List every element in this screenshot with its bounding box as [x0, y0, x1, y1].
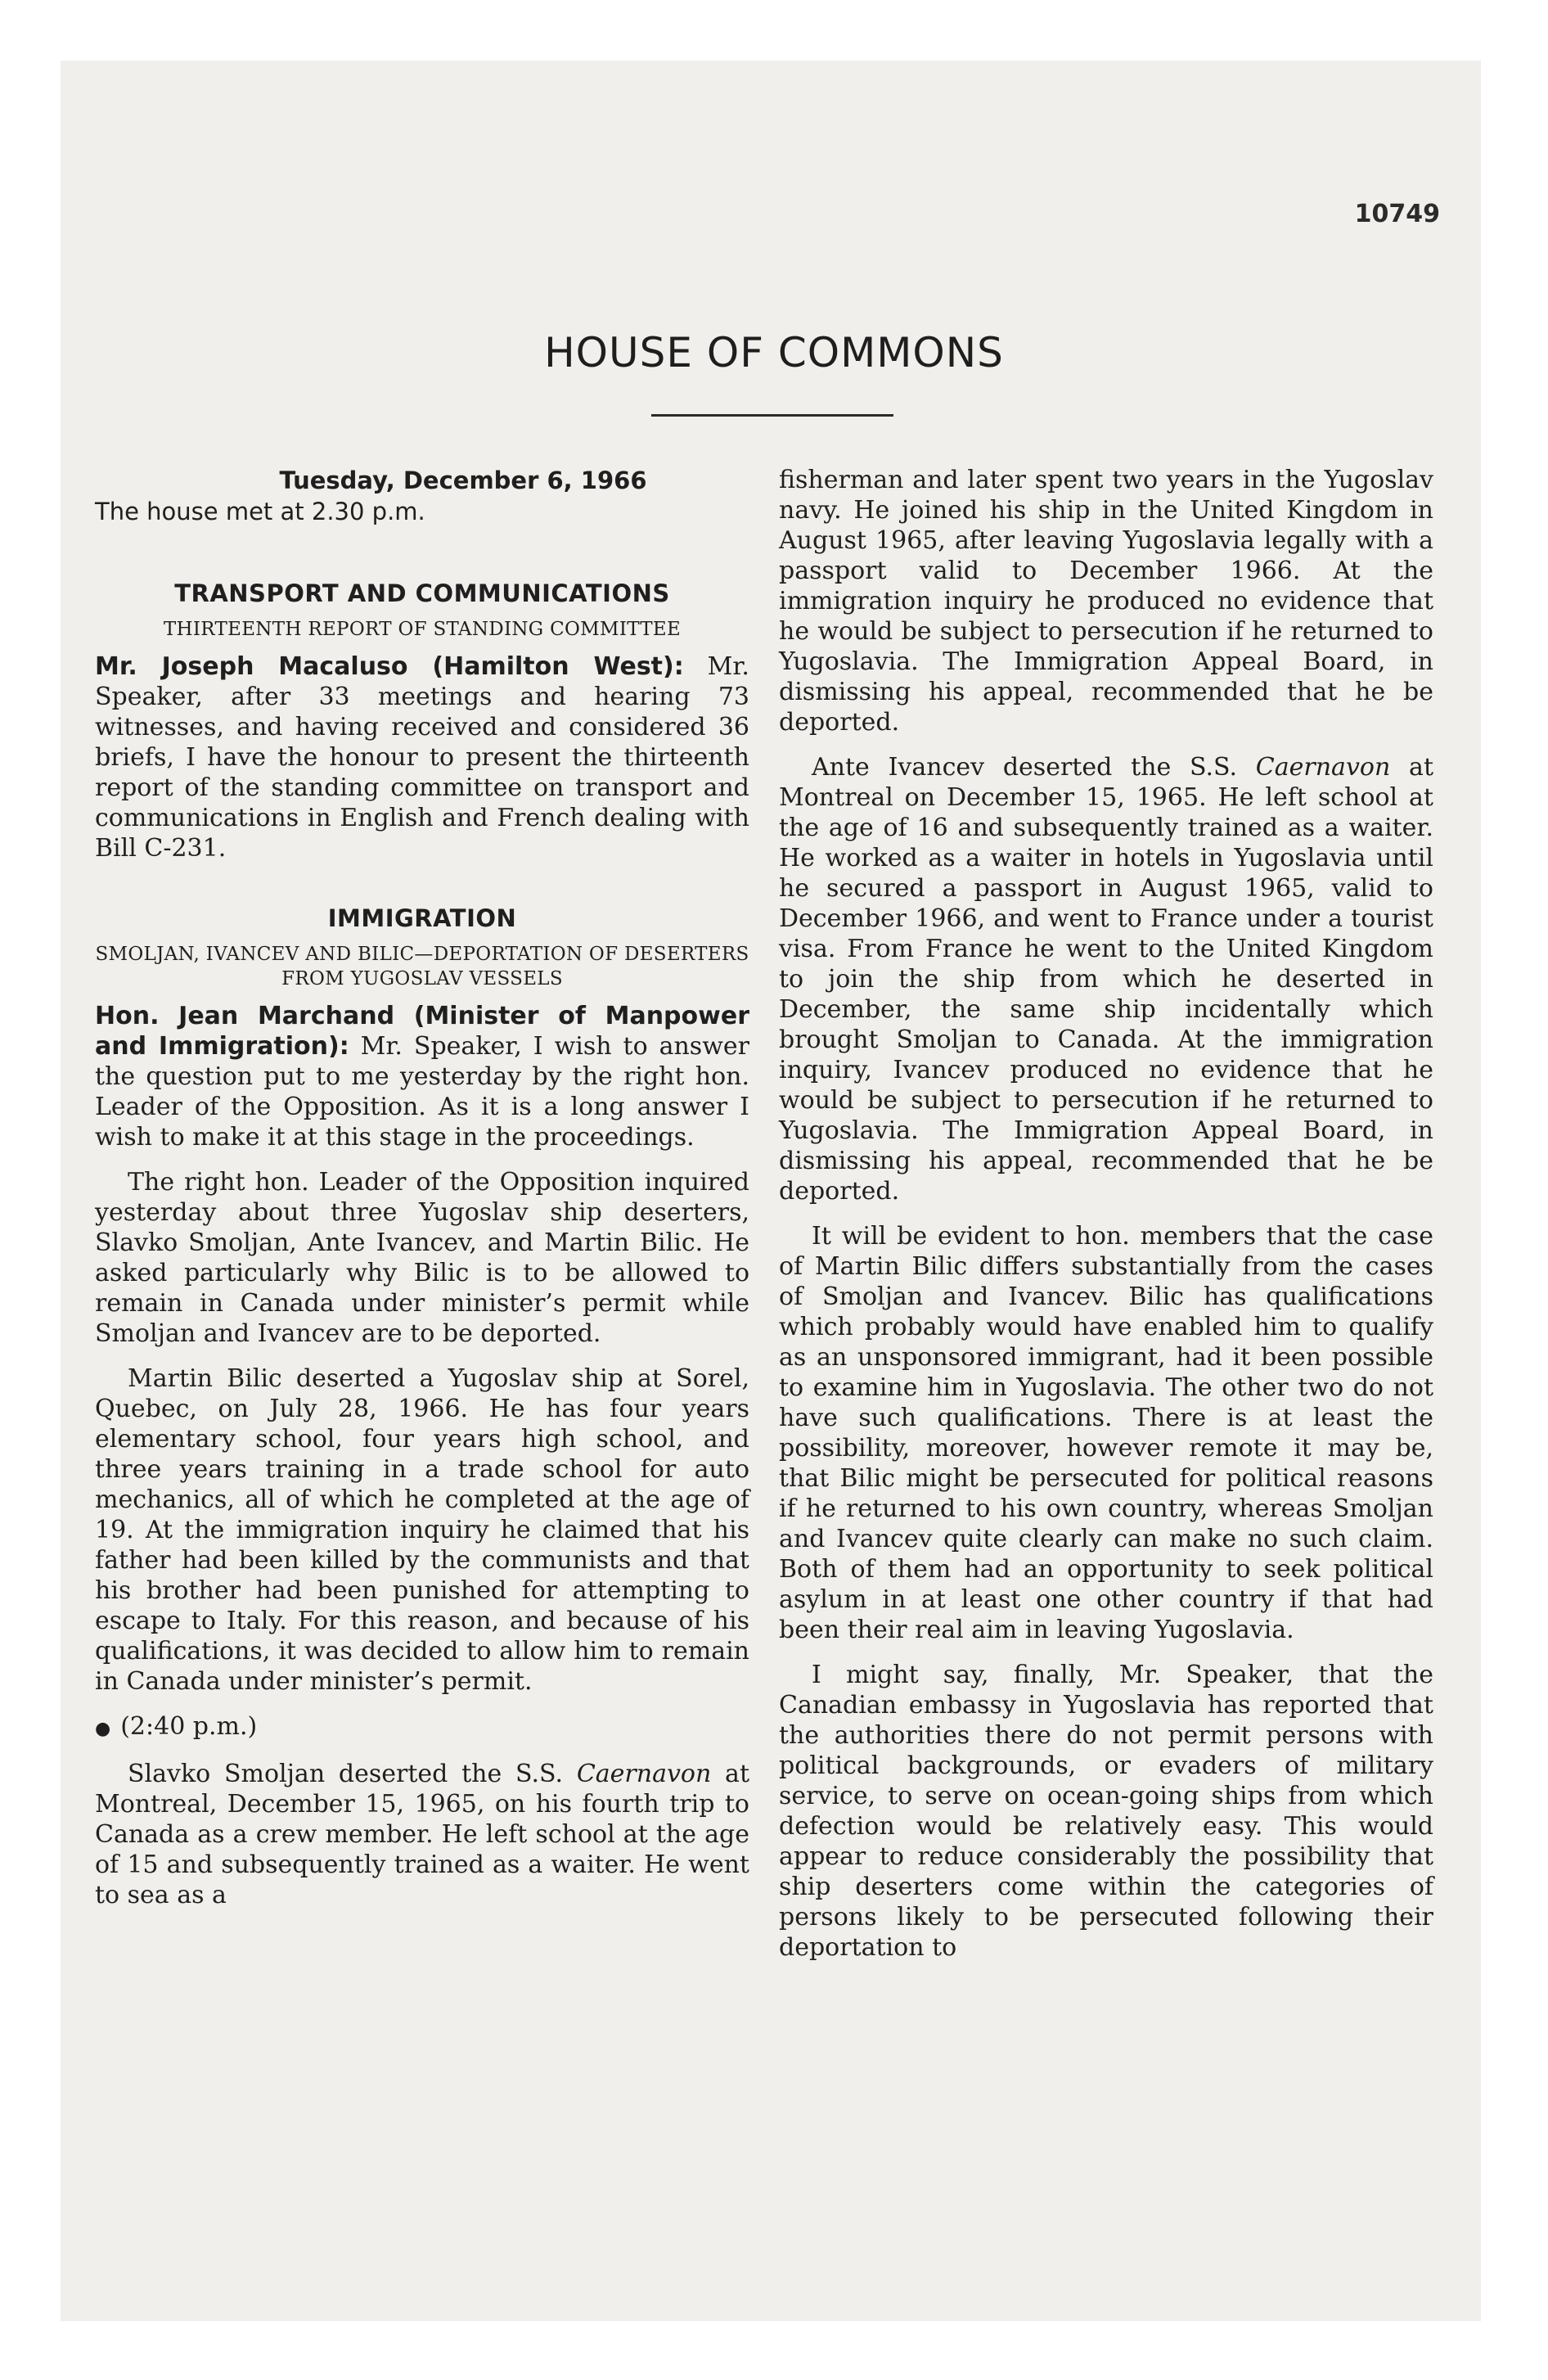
paragraph-text: Slavko Smoljan deserted the S.S. [128, 1760, 577, 1788]
page-number: 10749 [1354, 200, 1440, 228]
paragraph: Martin Bilic deserted a Yugoslav ship at Sorel, Quebec, on July 28, 1966. He has four years elementary school, four years high school, and three years training in a trade school for auto mechanics, all of which he completed at the age of 19. At the immigration inquiry he claimed that his father had been killed by the communists and that his brother had been punished for attempting to escape to Italy. For this reason, and because of his qualifications, it was decided to allow him to remain in Canada under minister’s permit. [95, 1364, 749, 1696]
continuation-paragraph: fisherman and later spent two years in the Yugoslav navy. He joined his ship in the United Kingdom in August 1965, after leaving Yugoslavia legally with a passport valid to December 1966. At the immigration inquiry he produced no evidence that he would be subject to persecution if he returned to Yugoslavia. The Immigration Appeal Board, in dismissing his appeal, recommended that he be deported. [779, 466, 1433, 737]
transport-subheading: THIRTEENTH REPORT OF STANDING COMMITTEE [163, 619, 682, 640]
paragraph-text: at Montreal on December 15, 1965. He left school at the age of 16 and subsequently trained as a waiter. He worked as a waiter in hotels in Yugoslavia until he secured a passport in August 1965, valid to December 1966, and went to France under a tourist visa. From France he went to the United Kingdom to join the ship from which he deserted in December, the same ship incidentally which brought Smoljan to Canada. At the immigration inquiry, Ivancev produced no evidence that he would be subject to persecution if he returned to Yugoslavia. The Immigration Appeal Board, in dismissing his appeal, recommended that he be deported. [779, 753, 1433, 1206]
sitting-date: Tuesday, December 6, 1966 [279, 467, 647, 494]
house-met-line: The house met at 2.30 p.m. [95, 498, 425, 525]
paragraph-text: Ante Ivancev deserted the S.S. [812, 753, 1256, 782]
left-column [95, 465, 749, 1925]
time-text: (2:40 p.m.) [120, 1712, 258, 1741]
ship-name: Caernavon [576, 1760, 712, 1788]
time-marker [95, 1711, 749, 1744]
paragraph-text: Mr. Speaker, I wish to answer the question put to me yesterday by the right hon. Leader of the Opposition. As it is a long answer I wish to make it at this stage in the proceedings. [95, 1032, 749, 1152]
ship-name: Caernavon [1255, 753, 1391, 782]
macaluso-paragraph [95, 651, 749, 863]
paragraph: The right hon. Leader of the Opposition inquired yesterday about three Yugoslav ship deserters, Slavko Smoljan, Ante Ivancev, and Martin Bilic. He asked particularly why Bilic is to be allowed to remain in Canada under minister’s permit while Smoljan and Ivancev are to be deported. [95, 1168, 749, 1348]
right-column [779, 465, 1433, 1977]
immigration-heading: IMMIGRATION [327, 904, 517, 932]
marchand-paragraph [95, 1001, 749, 1152]
transport-heading: TRANSPORT AND COMMUNICATIONS [174, 579, 670, 607]
speaker-name: Mr. Joseph Macaluso (Hamilton West): [95, 652, 684, 681]
title-divider [651, 414, 893, 417]
smoljan-paragraph [95, 1759, 749, 1910]
paragraph: It will be evident to hon. members that the case of Martin Bilic differs substantially from the cases of Smoljan and Ivancev. Bilic has qualifications which probably would have enabled him to qualify as an unsponsored immigrant, had it been possible to examine him in Yugoslavia. The other two do not have such qualifications. There is at least the possibility, moreover, however remote it may be, that Bilic might be persecuted for political reasons if he returned to his own country, whereas Smoljan and Ivancev quite clearly can make no such claim. Both of them had an opportunity to seek political asylum in at least one other country if that had been their real aim in leaving Yugoslavia. [779, 1222, 1433, 1644]
paragraph-text: Mr. Speaker, after 33 meetings and hearing 73 witnesses, and having received and considered 36 briefs, I have the honour to present the thirteenth report of the standing committee on transport and communications in English and French dealing with Bill C-231. [95, 652, 749, 863]
paragraph: I might say, finally, Mr. Speaker, that the Canadian embassy in Yugoslavia has reported that the authorities there do not permit persons with political backgrounds, or evaders of military service, to serve on ocean-going ships from which defection would be relatively easy. This would appear to reduce considerably the possibility that ship deserters come within the categories of persons likely to be persecuted following their deportation to [779, 1661, 1433, 1962]
bullet-icon: ● [95, 1719, 111, 1739]
ivancev-paragraph [779, 752, 1433, 1206]
paragraph-text: at Montreal, December 15, 1965, on his fourth trip to Canada as a crew member. He left school at the age of 15 and subsequently trained as a waiter. He went to sea as a [95, 1760, 749, 1909]
speaker-name: Hon. Jean Marchand (Minister of Manpower and Immigration): [95, 1002, 749, 1061]
immigration-subheading: SMOLJAN, IVANCEV AND BILIC—DEPORTATION OF DESERTERS FROM YUGOSLAV VESSELS [95, 944, 749, 989]
page-title: HOUSE OF COMMONS [544, 329, 1004, 376]
